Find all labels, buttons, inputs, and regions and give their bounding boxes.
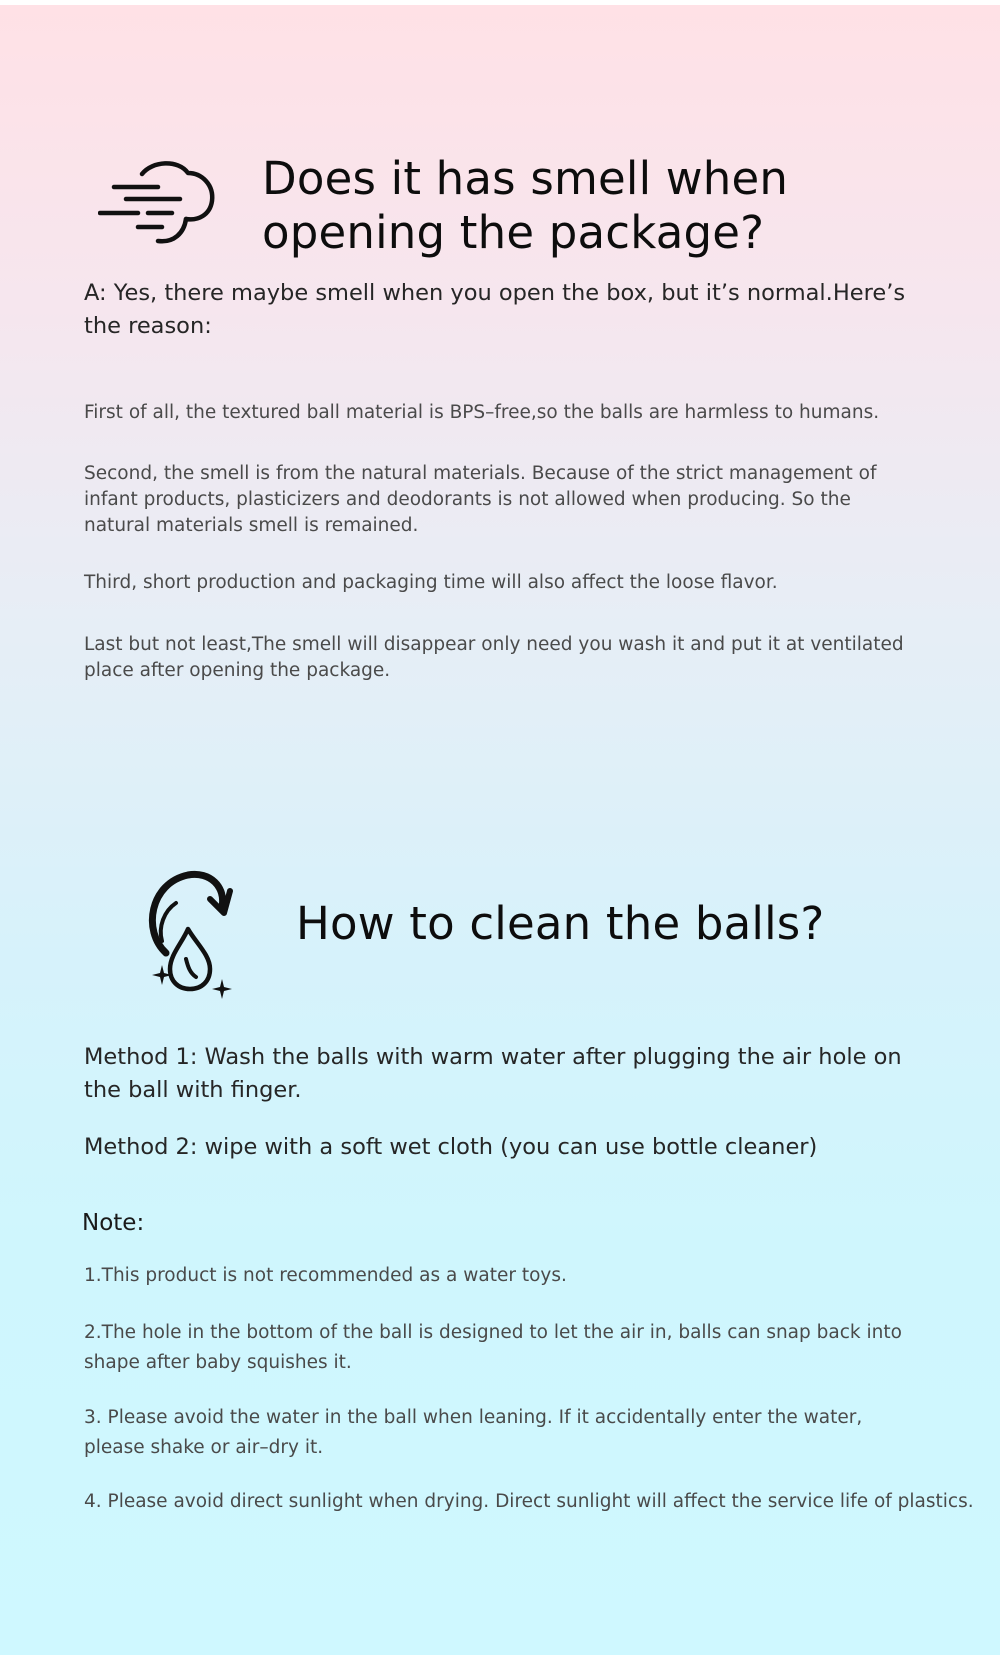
method-1: Method 1: Wash the balls with warm water after plugging the air hole on the ball with finger. (84, 1044, 902, 1103)
note-1: 1.This product is not recommended as a water toys. (84, 1265, 567, 1286)
reason-2: Second, the smell is from the natural materials. Because of the strict management of infant products, plasticizers and deodorants is not allowed when producing. So the natural materials smell is remained. (84, 463, 877, 536)
note-4: 4. Please avoid direct sunlight when drying. Direct sunlight will affect the service life of plastics. (84, 1491, 974, 1512)
smell-heading: Does it has smell when opening the package? (262, 152, 789, 259)
clean-heading: How to clean the balls? (296, 897, 825, 950)
water-drop-cycle-icon (136, 861, 246, 1001)
reason-4: Last but not least,The smell will disappear only need you wash it and put it at ventilated place after opening the package. (84, 634, 904, 681)
note-3: 3. Please avoid the water in the ball when leaning. If it accidentally enter the water, please shake or air–dry it. (84, 1407, 863, 1458)
method-2: Method 2: wipe with a soft wet cloth (you can use bottle cleaner) (84, 1134, 818, 1160)
wind-cloud-icon (98, 157, 226, 257)
faq-page (0, 5, 1000, 1655)
note-title: Note: (82, 1210, 145, 1236)
note-2: 2.The hole in the bottom of the ball is designed to let the air in, balls can snap back into shape after baby squishes it. (84, 1322, 902, 1373)
reason-3: Third, short production and packaging time will also affect the loose flavor. (84, 572, 778, 593)
smell-answer: A: Yes, there maybe smell when you open the box, but it’s normal.Here’s the reason: (84, 280, 906, 339)
reason-1: First of all, the textured ball material is BPS–free,so the balls are harmless to humans. (84, 402, 880, 423)
